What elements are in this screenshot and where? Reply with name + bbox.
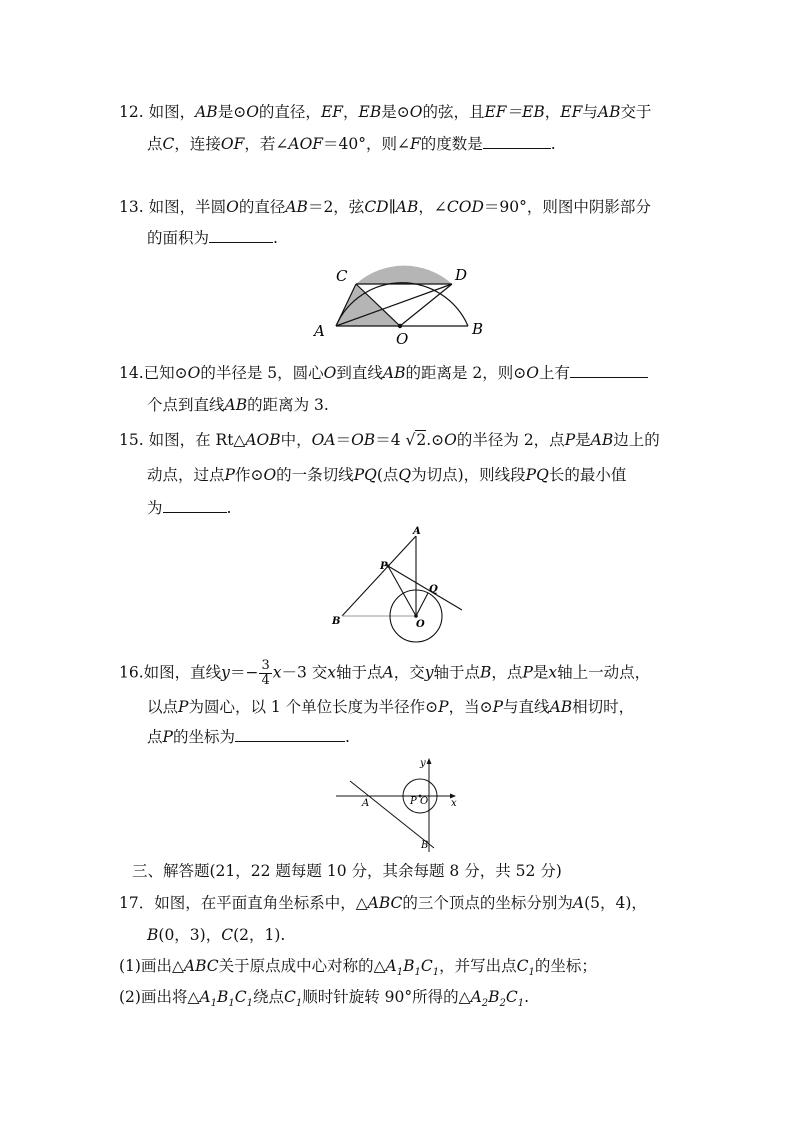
svg-text:x: x xyxy=(451,798,457,809)
q17-line-2: B(0，3)，C(2，1). xyxy=(147,926,286,944)
q12-answer-blank[interactable] xyxy=(483,134,551,149)
svg-text:B: B xyxy=(421,840,429,851)
q15-triangle-figure xyxy=(326,522,466,646)
q13-semicircle-figure xyxy=(308,262,498,348)
q12-line-1: 12. 如图，AB是⊙O的直径，EF，EB是⊙O的弦，且EF＝EB，EF与AB交于 xyxy=(119,103,652,121)
svg-text:P: P xyxy=(380,561,388,572)
q13-line-2: 的面积为 . xyxy=(147,229,278,247)
q13-label-d: D xyxy=(455,266,468,284)
q15-line-1: 15. 如图，在 Rt△AOB中，OA＝OB＝4 √2.⊙O的半径为 2，点P是AB边上的 xyxy=(119,431,660,449)
q16-fraction: $\frac{3}{4}$ xyxy=(261,658,270,688)
q13-label-o: O xyxy=(396,330,409,348)
q16-coordinate-figure xyxy=(334,754,464,854)
q13-label-a: A xyxy=(314,322,325,340)
svg-text:A: A xyxy=(362,798,370,809)
q13-line-1: 13. 如图，半圆O的直径AB＝2，弦CD∥AB，∠COD＝90°，则图中阴影部分 xyxy=(119,198,651,216)
q16-answer-blank[interactable] xyxy=(235,727,345,742)
q16-line-3: 点P的坐标为 . xyxy=(147,728,350,746)
q13-label-b: B xyxy=(472,320,484,338)
q13-answer-blank[interactable] xyxy=(209,228,273,243)
svg-text:y: y xyxy=(420,758,426,769)
q17-line-1: 17．如图，在平面直角坐标系中，△ABC的三个顶点的坐标分别为A(5，4)， xyxy=(119,894,647,912)
q12-line-2: 点C，连接OF，若∠AOF＝40°，则∠F的度数是 . xyxy=(147,135,556,153)
q16-line-2: 以点P为圆心，以 1 个单位长度为半径作⊙P，当⊙P与直线AB相切时， xyxy=(147,698,635,716)
q15-line-3: 为 . xyxy=(147,499,232,517)
svg-text:P: P xyxy=(410,796,417,807)
svg-text:A: A xyxy=(413,526,421,537)
svg-text:Q: Q xyxy=(429,584,438,595)
q16-line-1: 16.如图，直线y＝− $\frac{3}{4}$ x－3 交x轴于点A，交y轴于点B，点P是x轴上一动点， xyxy=(119,658,651,688)
q13-label-c: C xyxy=(336,267,348,285)
q14-line-2: 个点到直线AB的距离为 3. xyxy=(147,396,329,414)
svg-text:O: O xyxy=(420,796,429,807)
q17-part-2: (2)画出将$\triangle A_1B_1C_1$绕点$C_1$顺时针旋转 90°所得的$\triangle A_2B_2C_1$. xyxy=(119,988,530,1010)
q17-part-1: (1)画出△ABC关于原点成中心对称的$\triangle A_1B_1C_1$，并写出点$C_1$的坐标； xyxy=(119,957,597,979)
q13-shaded-segment xyxy=(356,266,452,284)
q15-line-2: 动点，过点P作⊙O的一条切线PQ(点Q为切点)，则线段PQ长的最小值 xyxy=(147,466,627,484)
section-3-title: 三、解答题(21，22 题每题 10 分，其余每题 8 分，共 52 分) xyxy=(132,862,562,880)
q15-answer-blank[interactable] xyxy=(163,498,227,513)
q14-line-1: 14.已知⊙O的半径是 5，圆心O到直线AB的距离是 2，则⊙O上有 xyxy=(119,363,648,383)
svg-text:O: O xyxy=(416,619,425,630)
svg-text:B: B xyxy=(332,616,341,627)
q14-answer-blank[interactable] xyxy=(570,363,648,378)
